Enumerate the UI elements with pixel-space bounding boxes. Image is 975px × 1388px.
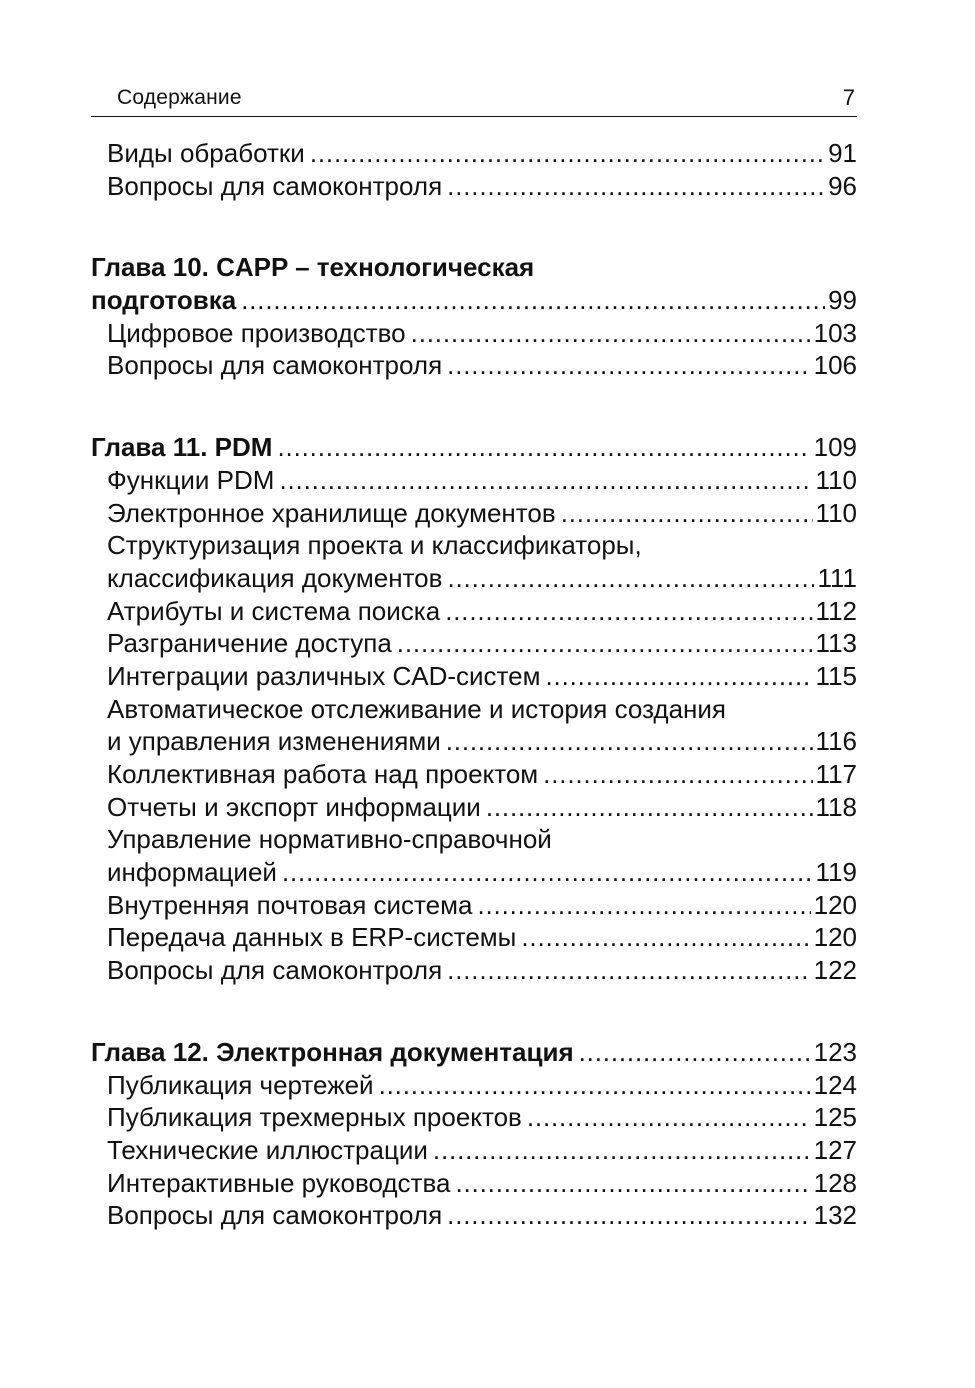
dot-leader: [446, 725, 813, 758]
toc-entry-title-line1[interactable]: Управление нормативно-справочной: [107, 824, 552, 855]
toc-entry-title: Интеграции различных CAD-систем: [107, 660, 541, 691]
toc-entry-page: 96: [828, 170, 857, 201]
toc-entry[interactable]: [91, 464, 857, 497]
toc-entry[interactable]: [91, 595, 857, 628]
toc-entry-page: 124: [813, 1069, 857, 1100]
toc-entry[interactable]: [91, 660, 857, 693]
dot-leader: [282, 856, 813, 889]
toc-entry-title: Отчеты и экспорт информации: [107, 791, 481, 822]
toc-entry-page: 122: [813, 955, 857, 986]
toc-entry-page: 120: [813, 889, 857, 920]
dot-leader: [279, 464, 812, 497]
toc-entry-page: 116: [815, 726, 857, 757]
toc-entry-title: Вопросы для самоконтроля: [107, 350, 443, 381]
table-of-contents: [91, 137, 857, 1232]
dot-leader: [545, 660, 812, 693]
toc-entry[interactable]: [91, 856, 857, 889]
dot-leader: [486, 791, 813, 824]
toc-entry[interactable]: [91, 1167, 857, 1200]
toc-entry-page: 128: [813, 1167, 857, 1198]
dot-leader: [447, 170, 825, 203]
toc-entry-title: Разграничение доступа: [107, 628, 392, 659]
toc-entry-page: 113: [815, 628, 857, 659]
toc-entry-page: 119: [815, 857, 857, 888]
toc-entry-page: 110: [815, 464, 857, 495]
toc-entry-page: 125: [813, 1102, 857, 1133]
toc-entry[interactable]: [91, 562, 857, 595]
toc-entry[interactable]: [91, 1101, 857, 1134]
toc-entry[interactable]: [91, 1069, 857, 1102]
toc-entry-title: Электронное хранилище документов: [107, 497, 556, 528]
dot-leader: [447, 1199, 810, 1232]
dot-leader: [241, 284, 825, 317]
toc-entry[interactable]: [91, 921, 857, 954]
toc-entry-page: 91: [828, 138, 857, 168]
dot-leader: [310, 137, 825, 170]
dot-leader: [447, 349, 810, 382]
toc-entry[interactable]: [91, 349, 857, 382]
toc-entry[interactable]: [91, 889, 857, 922]
running-header: [91, 84, 857, 117]
toc-entry-title: Коллективная работа над проектом: [107, 759, 539, 789]
toc-entry-title-line1[interactable]: Автоматическое отслеживание и история создания: [107, 693, 727, 724]
toc-entry[interactable]: [91, 1134, 857, 1167]
toc-entry-page: 110: [815, 497, 857, 528]
toc-entry-title: Передача данных в ERP-системы: [107, 922, 517, 953]
dot-leader: [527, 1101, 811, 1134]
chapter-11-title: Глава 11. PDM: [91, 432, 273, 463]
dot-leader: [579, 1036, 811, 1069]
toc-entry-title: Публикация чертежей: [107, 1069, 374, 1100]
chapter-11-entry[interactable]: [91, 431, 857, 464]
toc-entry-title: Вопросы для самоконтроля: [107, 1200, 443, 1231]
toc-entry[interactable]: [91, 497, 857, 530]
dot-leader: [447, 562, 814, 595]
dot-leader: [561, 497, 813, 530]
section-gap: [91, 202, 857, 251]
toc-entry-title: Вопросы для самоконтроля: [107, 955, 443, 986]
toc-entry-title: Внутренняя почтовая система: [107, 889, 473, 920]
dot-leader: [521, 921, 810, 954]
toc-entry-title: и управления изменениями: [107, 726, 441, 757]
toc-entry-title: Виды обработки: [107, 138, 305, 168]
toc-entry-page: 127: [813, 1134, 857, 1165]
chapter-10-title-line1[interactable]: Глава 10. CAPP – технологическая: [91, 252, 535, 283]
dot-leader: [411, 317, 811, 350]
dot-leader: [455, 1167, 810, 1200]
toc-entry[interactable]: [91, 758, 857, 791]
toc-entry-title-line1[interactable]: Структуризация проекта и классификаторы,: [107, 530, 642, 561]
toc-entry-page: 132: [813, 1200, 857, 1231]
toc-entry[interactable]: [91, 317, 857, 350]
running-title: Содержание: [117, 86, 242, 109]
toc-entry-title: Интерактивные руководства: [107, 1167, 451, 1198]
chapter-10-page: 99: [828, 285, 857, 316]
toc-entry-page: 112: [815, 595, 857, 626]
toc-entry-page: 118: [815, 791, 857, 822]
toc-entry[interactable]: [91, 791, 857, 824]
toc-entry-page: 115: [815, 660, 857, 691]
section-gap: [91, 987, 857, 1036]
toc-entry[interactable]: [91, 1199, 857, 1232]
section-gap: [91, 382, 857, 431]
toc-entry-title: Функции PDM: [107, 464, 275, 495]
dot-leader: [379, 1069, 811, 1102]
toc-entry-title: информацией: [107, 857, 277, 888]
toc-entry-page: 117: [815, 759, 857, 789]
toc-entry-page: 120: [813, 922, 857, 953]
toc-entry-title: Публикация трехмерных проектов: [107, 1102, 522, 1133]
chapter-12-title: Глава 12. Электронная документация: [91, 1036, 574, 1067]
toc-entry[interactable]: [91, 137, 857, 170]
chapter-10-title-line2: подготовка: [91, 285, 237, 316]
toc-entry-title: классификация документов: [107, 562, 443, 593]
dot-leader: [477, 889, 810, 922]
page-number: 7: [842, 85, 855, 110]
chapter-11-page: 109: [813, 432, 857, 463]
dot-leader: [433, 1134, 811, 1167]
toc-entry[interactable]: [91, 725, 857, 758]
dot-leader: [277, 431, 810, 464]
dot-leader: [543, 758, 812, 791]
toc-entry-title: Вопросы для самоконтроля: [107, 170, 443, 201]
dot-leader: [447, 954, 810, 987]
chapter-12-entry[interactable]: [91, 1036, 857, 1069]
toc-entry-page: 106: [813, 350, 857, 381]
chapter-10-entry[interactable]: [91, 284, 857, 317]
toc-entry[interactable]: [91, 954, 857, 987]
toc-entry-title: Технические иллюстрации: [107, 1134, 428, 1165]
dot-leader: [445, 595, 812, 628]
dot-leader: [397, 627, 813, 660]
chapter-12-page: 123: [813, 1036, 857, 1067]
toc-entry[interactable]: [91, 170, 857, 203]
toc-entry-page: 111: [817, 562, 857, 593]
toc-entry-title: Цифровое производство: [107, 317, 406, 348]
toc-entry-page: 103: [813, 317, 857, 348]
toc-entry[interactable]: [91, 627, 857, 660]
toc-entry-title: Атрибуты и система поиска: [107, 595, 441, 626]
